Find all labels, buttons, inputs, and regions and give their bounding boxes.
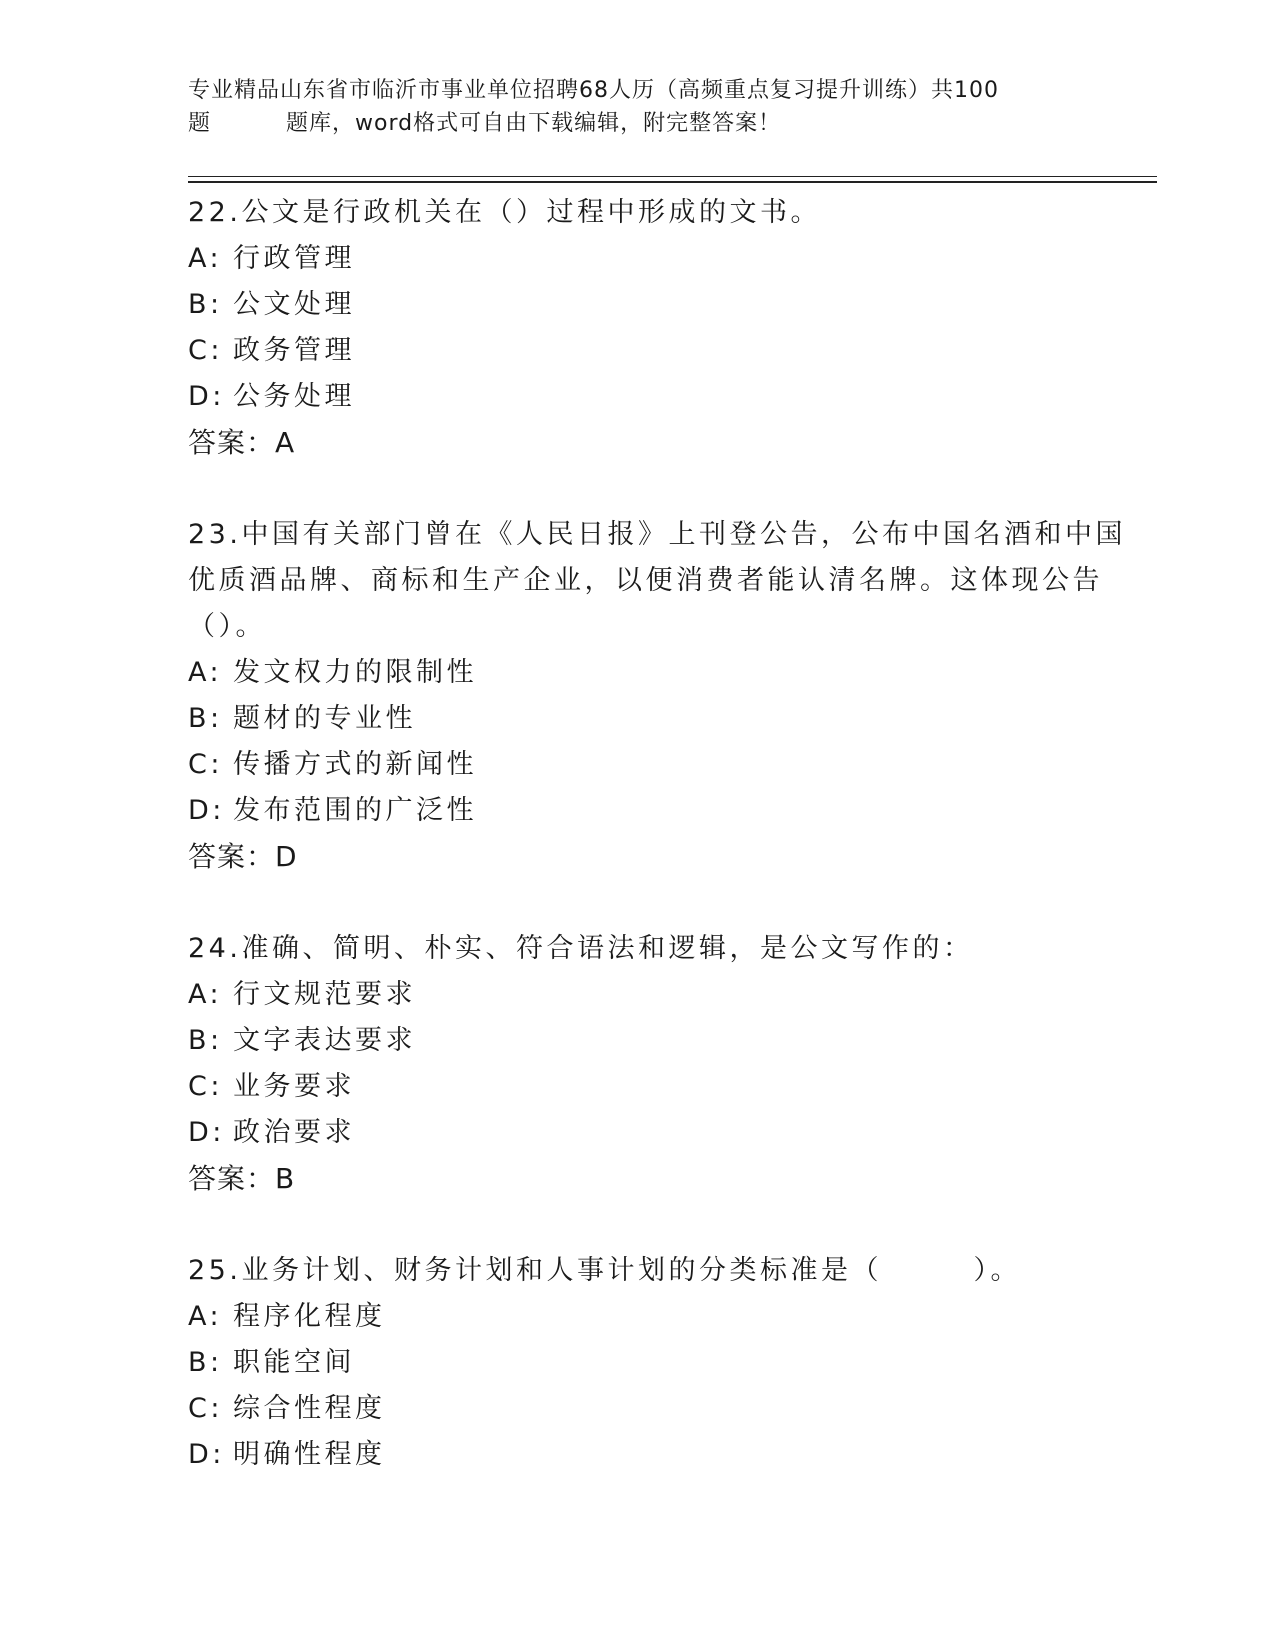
question-stem: 22.公文是行政机关在（）过程中形成的文书。 xyxy=(188,197,821,228)
option-key: B: xyxy=(188,1025,223,1056)
option-text: 题材的专业性 xyxy=(233,703,416,734)
question-stem-continued: 优质酒品牌、商标和生产企业，以便消费者能认清名牌。这体现公告 xyxy=(188,565,1103,596)
option-key: A: xyxy=(188,243,223,274)
question-stem: 25.业务计划、财务计划和人事计划的分类标准是（ ）。 xyxy=(188,1255,1021,1286)
option-c xyxy=(188,742,1088,788)
option-d xyxy=(188,788,1088,834)
option-key: D: xyxy=(188,795,225,826)
option-key: C: xyxy=(188,1393,223,1424)
question-22 xyxy=(188,190,1088,466)
option-key: D: xyxy=(188,381,225,412)
option-d xyxy=(188,1110,1088,1156)
question-spacer xyxy=(188,466,1088,512)
question-24 xyxy=(188,926,1088,1202)
option-b xyxy=(188,696,1088,742)
option-c xyxy=(188,1386,1088,1432)
option-key: C: xyxy=(188,335,223,366)
answer: 答案：A xyxy=(188,426,296,459)
option-key: B: xyxy=(188,703,223,734)
option-key: A: xyxy=(188,1301,223,1332)
option-b xyxy=(188,1018,1088,1064)
option-key: C: xyxy=(188,749,223,780)
option-b xyxy=(188,282,1088,328)
option-key: D: xyxy=(188,1439,225,1470)
question-stem: 24.准确、简明、朴实、符合语法和逻辑，是公文写作的： xyxy=(188,933,974,964)
question-spacer xyxy=(188,1202,1088,1248)
option-key: D: xyxy=(188,1117,225,1148)
question-stem: 23.中国有关部门曾在《人民日报》上刊登公告，公布中国名酒和中国 xyxy=(188,519,1126,550)
option-a xyxy=(188,650,1088,696)
header-line-2-rest: 题库，word格式可自由下载编辑，附完整答案！ xyxy=(286,111,782,136)
question-stem-continued: （）。 xyxy=(188,611,266,642)
option-d xyxy=(188,1432,1088,1478)
option-d xyxy=(188,374,1088,420)
question-list xyxy=(188,190,1126,1478)
option-text: 职能空间 xyxy=(233,1347,355,1378)
option-c xyxy=(188,328,1088,374)
option-c xyxy=(188,1064,1088,1110)
option-text: 发布范围的广泛性 xyxy=(233,795,477,826)
option-text: 公文处理 xyxy=(233,289,355,320)
option-a xyxy=(188,1294,1088,1340)
option-text: 发文权力的限制性 xyxy=(233,657,477,688)
answer: 答案：D xyxy=(188,840,298,873)
question-23 xyxy=(188,512,1126,880)
option-text: 明确性程度 xyxy=(233,1439,386,1470)
option-text: 程序化程度 xyxy=(233,1301,386,1332)
header-line-1: 专业精品山东省市临沂市事业单位招聘68人历（高频重点复习提升训练）共100 xyxy=(188,78,999,103)
option-key: B: xyxy=(188,289,223,320)
question-spacer xyxy=(188,880,1088,926)
option-text: 政治要求 xyxy=(233,1117,355,1148)
option-b xyxy=(188,1340,1088,1386)
header-divider-thick xyxy=(188,181,1157,183)
option-key: B: xyxy=(188,1347,223,1378)
option-text: 综合性程度 xyxy=(233,1393,386,1424)
header-divider-thin xyxy=(188,176,1157,177)
option-text: 政务管理 xyxy=(233,335,355,366)
document-header xyxy=(188,74,1068,140)
header-line-2-lead: 题 xyxy=(188,111,212,136)
option-text: 传播方式的新闻性 xyxy=(233,749,477,780)
option-a xyxy=(188,236,1088,282)
option-key: A: xyxy=(188,979,223,1010)
option-key: A: xyxy=(188,657,223,688)
option-text: 文字表达要求 xyxy=(233,1025,416,1056)
answer: 答案：B xyxy=(188,1162,296,1195)
header-line-2 xyxy=(188,107,1068,140)
question-25 xyxy=(188,1248,1088,1478)
option-text: 行文规范要求 xyxy=(233,979,416,1010)
option-key: C: xyxy=(188,1071,223,1102)
option-text: 行政管理 xyxy=(233,243,355,274)
option-text: 公务处理 xyxy=(233,381,355,412)
option-a xyxy=(188,972,1088,1018)
option-text: 业务要求 xyxy=(233,1071,355,1102)
